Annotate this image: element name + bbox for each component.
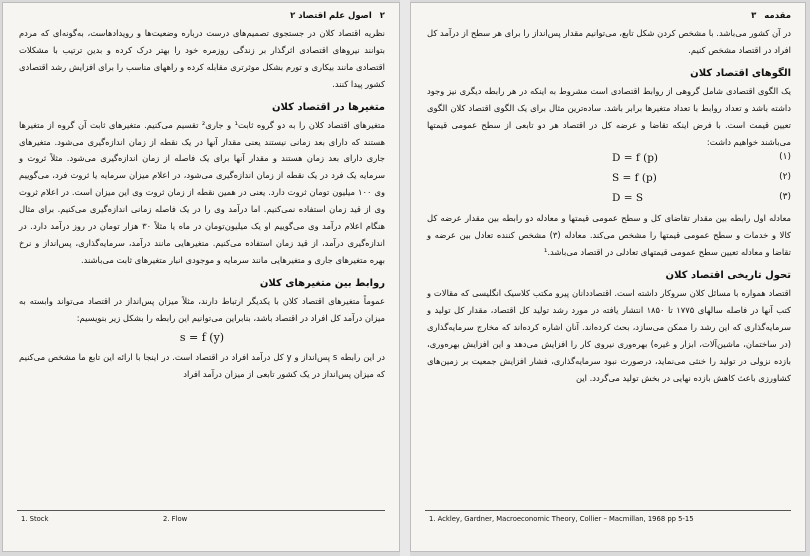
equation-3-number: (۳)	[779, 192, 791, 203]
equation-row-1	[427, 150, 791, 170]
left-relations-paragraph: عموماً متغیرهای اقتصاد کلان با یکدیگر ارتباط دارند، مثلاً میزان پس‌انداز در اقتصاد می‌تواند وابسته به میزان درآمد کل افراد در اقتصاد باشد، بنابراین می‌توانیم این رابطه را بشکل زیر بنویسیم:	[19, 295, 385, 323]
equation-3-formula: D = S	[612, 192, 644, 205]
equation-2-number: (۲)	[779, 172, 791, 183]
left-page-number: ۲	[379, 11, 385, 21]
left-variables-paragraph: متغیرهای اقتصاد کلان را به دو گروه ثابت¹ و جاری² تقسیم می‌کنیم. متغیرهای ثابت آن گروه از متغیرها هستند که دارای بعد زمانی نیستند یعنی مقدار آنها در یک نقطه از زمان اندازه‌گیری می‌شود. متغیرهای جاری دارای بعد زمان هستند و مقدار آنها برای یک فاصله از زمان اندازه‌گیری می‌شود. مثلاً ثروت و سرمایه یک فرد در یک نقطه از زمان اندازه‌گیری می‌شود، در اعلام میزان سرمایه یا ثروت فرد، می‌گوییم وی ۱۰۰ میلیون تومان ثروت دارد. یعنی در همین نقطه از زمان ثروت وی این میزان است. در اعلام ثروت وی از قید زمان استفاده نمی‌کنیم. اما درآمد وی را در یک فاصله زمانی اندازه‌گیری می‌کنیم. برای مثال هنگام اعلام درآمد وی می‌گوییم او یک میلیون‌تومان در ماه یا مثلاً ۳۰ هزار تومان در روز درآمد دارد. در اندازه‌گیری درآمد، از قید زمان استفاده می‌کنیم. متغیرهایی مانند درآمد، سرمایه‌گذاری، پس‌انداز و نرخ بهره متغیرهای جاری و متغیرهایی مانند سرمایه و موجودی انبار متغیرهای ثابت می‌باشند.	[19, 119, 386, 265]
left-page	[2, 2, 400, 552]
equation-row-3	[427, 190, 791, 210]
right-page-running-title: مقدمه	[764, 11, 791, 21]
left-page-body	[19, 25, 385, 382]
right-page-number: ۳	[751, 11, 757, 21]
left-after-equation-paragraph: در این رابطه s پس‌انداز و y کل درآمد افراد در اقتصاد است. در اینجا با ارائه این تابع ما مشخص می‌کنیم که میزان پس‌انداز در یک کشور تابعی از میزان درآمد افراد	[19, 351, 385, 379]
right-section-title-models: الگوهای اقتصاد کلان	[690, 67, 791, 79]
left-page-header	[17, 11, 385, 25]
left-section-title-relations: روابط بین متغیرهای کلان	[259, 277, 385, 289]
left-footnote-2: 2. Flow	[163, 515, 188, 523]
right-section-title-history: تحول تاریخی اقتصاد کلان	[665, 270, 791, 282]
right-page	[410, 2, 806, 552]
equation-row-2	[427, 170, 791, 190]
equation-2-formula: S = f (p)	[612, 172, 657, 185]
right-after-equations-paragraph: معادله اول رابطه بین مقدار تقاضای کل و سطح عمومی قیمتها و معادله دو رابطه بین مقدار عرضه کل کالا و خدمات و سطح عمومی قیمتها را مشخص می‌کند. معادله (۳) مشخص کننده تعادل بین عرضه و تقاضا و معادله تعیین سطح عمومی قیمتهای تعادلی در اقتصاد می‌باشد.¹	[427, 213, 791, 258]
right-footnote-1: 1. Ackley, Gardner, Macroeconomic Theory, Collier – Macmillan, 1968 pp 5-15	[429, 515, 694, 523]
left-footnote-rule	[17, 510, 385, 511]
left-footnote-1: 1. Stock	[21, 515, 49, 523]
left-section-title-variables: متغیرها در اقتصاد کلان	[272, 101, 385, 113]
left-page-running-title: اصول علم اقتصاد ۲	[290, 11, 372, 21]
equation-1-number: (۱)	[779, 152, 791, 163]
left-intro-paragraph: نظریه اقتصاد کلان در جستجوی تصمیم‌های درست درباره وضعیت‌ها و رویدادهاست، به‌گونه‌ای که مردم بتوانند نیروهای اقتصادی اثرگذار بر زندگی روزمره خود را بهتر درک کرده و بدین ترتیب با مشکلات اقتصادی مانند بیکاری و تورم بشکل موثرتری مقابله کرده و راههای مناسب را برای افزایش رشد اقتصادی کشور پیدا کنند.	[19, 28, 385, 89]
book-gutter	[400, 0, 410, 556]
equation-1-formula: D = f (p)	[612, 152, 659, 165]
right-models-paragraph: یک الگوی اقتصادی شامل گروهی از روابط اقتصادی است مشروط به اینکه در هر رابطه دیگری نیز وجود داشته باشد و تعداد روابط با تعداد متغیرها برابر باشد. ساده‌ترین مثال برای یک الگوی اقتصاد کلان الگوی تعیین قیمت است. با فرض اینکه تقاضا و عرضه کل در اقتصاد هر دو تابعی از سطح عمومی قیمتها می‌باشند خواهیم داشت:	[427, 85, 791, 147]
right-history-paragraph: اقتصاد همواره با مسائل کلان سروکار داشته است. اقتصاددانان پیرو مکتب کلاسیک انگلیسی که مقالات و کتب آنها در فاصله سالهای ۱۷۷۵ تا ۱۸۵۰ انتشار یافته در مورد رشد تولید کل اقتصاد، مقدار کل تولید و سرمایه‌گذاری که این رشد را ممکن می‌سازد، بحث کرده‌اند. آنان اشاره کرده‌اند که مخارج سرمایه‌گذاری (در ساختمان، ماشین‌آلات، ابزار و غیره) بهره‌وری نیروی کار را افزایش می‌دهد و این افزایش بهره‌وری، بازده نزولی در تولید را خنثی می‌نماید، درصورت نبود سرمایه‌گذاری، فشار افزایش جمعیت بر زمین‌های کشاورزی باعث کاهش بازده نهایی در بخش تولید می‌گردد. این	[427, 288, 791, 383]
right-footnote-rule	[425, 510, 791, 511]
right-page-header	[425, 11, 791, 25]
right-page-body	[427, 25, 791, 387]
right-intro-paragraph: در آن کشور می‌باشد. با مشخص کردن شکل تابع، می‌توانیم مقدار پس‌انداز را برای هر سطح از درآمد کل افراد در اقتصاد مشخص کنیم.	[427, 28, 791, 55]
savings-equation: s = f (y)	[179, 330, 225, 344]
